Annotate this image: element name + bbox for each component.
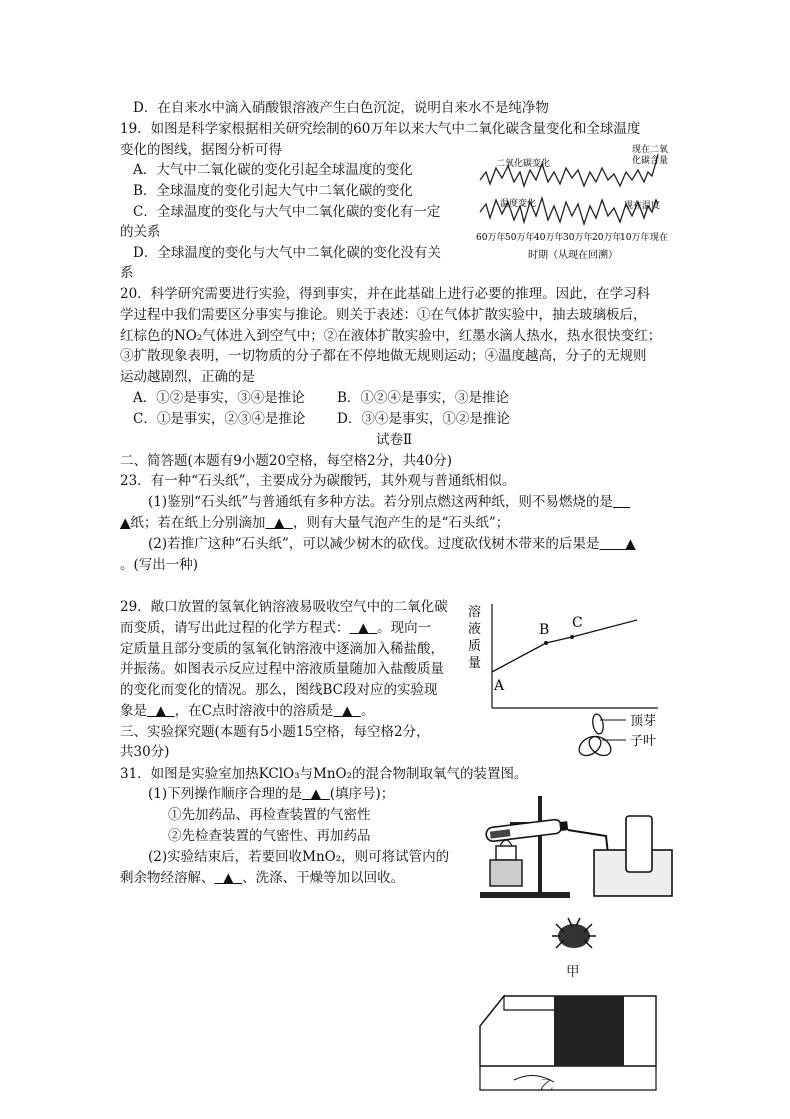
q29-text: ，在C点时溶液中的溶质是 [174, 703, 334, 719]
answer-marker: ▲ [223, 870, 234, 886]
dark-half [554, 996, 624, 1066]
q20-stem-line5: 运动越剧烈，正确的是 [120, 369, 255, 385]
box-base [480, 1066, 656, 1090]
q20-option-a: A．①②是事实，③④是推论 [133, 390, 305, 406]
temperature-change-label: 温度变化 [500, 199, 537, 209]
q29-line2 [120, 618, 431, 638]
answer-blank[interactable] [599, 536, 635, 552]
alcohol-lamp-body [490, 860, 522, 886]
q23-part1-text: 纸；若在纸上分别滴加 [130, 515, 266, 531]
alcohol-lamp-top [496, 846, 516, 860]
q19-option-d-line2: 系 [120, 265, 134, 281]
q20-stem-line1: 20．科学研究需要进行实验，得到事实，并在此基础上进行必要的推理。因此，在学习科 [120, 286, 651, 302]
q20-option-d: D．③④是事实，①②是推论 [337, 411, 510, 427]
y-axis-label-char: 溶 [468, 605, 482, 620]
q29-line4: 并振荡。如图表示反应过程中溶液质量随加入盐酸质量 [120, 661, 444, 677]
q19-stem-line2: 变化的图线，据图分析可得 [120, 142, 282, 158]
q31-part2-line1: (2)实验结束后，若要回收MnO₂，则可将试管内的 [148, 849, 450, 865]
section2-heading: 二、简答题(本题有9小题20空格，每空格2分，共40分) [120, 453, 453, 469]
q29-text: 而变质，请写出此过程的化学方程式： [120, 620, 350, 636]
tick-label: 现在 [650, 233, 669, 243]
tick-label: 50万年 [505, 233, 535, 243]
current-co2-label-1: 现在二氧 [632, 145, 669, 155]
solution-mass-graph [462, 600, 662, 712]
answer-blank[interactable] [613, 494, 630, 510]
q29-line5: 的变化而变化的情况。那么，图线BC段对应的实验现 [120, 682, 438, 698]
figure-jia-insect [544, 910, 604, 970]
answer-marker: ▲ [273, 515, 285, 531]
answer-marker: ▲ [358, 620, 369, 636]
answer-marker: ▲ [155, 703, 166, 719]
q19-option-d-line1: D．全球温度的变化与大气中二氧化碳的变化没有关 [133, 245, 441, 261]
answer-blank[interactable] [302, 786, 330, 802]
answer-blank[interactable] [215, 870, 243, 886]
q31-stem: 31．如图是实验室加热KClO₃与MnO₂的混合物制取氧气的装置图。 [120, 766, 528, 782]
point-b-label: B [539, 622, 550, 638]
test-tube [485, 818, 568, 842]
terminal-bud-label: 顶芽 [630, 714, 657, 729]
q31-text: 、洗涤、干燥等加以回收。 [242, 870, 405, 886]
insect-body-icon [558, 924, 590, 948]
q23-part2-line1 [148, 534, 636, 554]
q20-option-c: C．①是事实，②③④是推论 [133, 411, 306, 427]
cotyledon-label: 子叶 [630, 734, 657, 749]
y-axis-label-char: 质 [468, 639, 482, 654]
tick-label: 20万年 [592, 233, 622, 243]
paper2-title: 试卷Ⅱ [376, 432, 413, 448]
q23-part1-line2 [120, 513, 509, 533]
co2-temperature-chart [472, 142, 674, 264]
gas-collecting-bottle [626, 816, 652, 872]
q29-line6 [120, 701, 375, 721]
tick-label: 10万年 [620, 233, 650, 243]
q23-part2-text: (2)若推广这种“石头纸”，可以减少树木的砍伐。过度砍伐树木带来的后果是 [148, 536, 600, 552]
answer-marker: ▲ [342, 703, 353, 719]
q31-text: (1)下列操作顺序合理的是 [148, 786, 303, 802]
oxygen-preparation-apparatus [476, 790, 676, 902]
co2-change-label: 二氧化碳变化 [496, 159, 551, 169]
figure-jia-label: 甲 [566, 964, 580, 980]
q20-stem-line2: 学过程中我们需要区分事实与推论。则关于表述：①在气体扩散实验中，抽去玻璃板后， [120, 307, 647, 323]
section3-heading-line1: 三、实验探究题(本题有5小题15空格，每空格2分， [120, 724, 430, 740]
stand-base [480, 892, 570, 898]
figure-yi-box [474, 990, 674, 1094]
answer-blank[interactable] [147, 703, 175, 719]
point-c-label: C [572, 615, 583, 631]
q23-part1-text: (1)鉴别“石头纸”与普通纸有多种方法。若分别点燃这两种纸，则不易燃烧的是 [148, 494, 613, 510]
answer-blank[interactable]: ▲ [120, 515, 131, 531]
answer-blank[interactable] [333, 703, 361, 719]
q31-option-1: ①先加药品、再检查装置的气密性 [168, 807, 371, 823]
q20-option-b: B．①②④是事实，③是推论 [337, 390, 509, 406]
mass-curve [492, 620, 637, 672]
terminal-bud-icon [591, 713, 604, 734]
q23-part1-line1 [148, 492, 630, 512]
q31-part2-line2 [120, 868, 404, 888]
point-c-marker [570, 635, 574, 639]
q19-option-b: B．全球温度的变化引起大气中二氧化碳的变化 [133, 183, 413, 199]
answer-marker: ▲ [310, 786, 322, 802]
q20-stem-line3: 红棕色的NO₂气体进入到空气中；②在液体扩散实验中，红墨水滴人热水，热水很快变红； [120, 328, 662, 344]
point-a-label: A [494, 678, 505, 694]
section3-heading-line2: 共30分) [120, 744, 170, 760]
q31-part1 [148, 784, 394, 804]
q31-text: (填序号)； [329, 786, 395, 802]
q19-stem-line1: 19．如图是科学家根据相关研究绘制的60万年以来大气中二氧化碳含量变化和全球温度 [120, 121, 641, 137]
q29-line1: 29．敞口放置的氢氧化钠溶液易吸收空气中的二氧化碳 [120, 599, 448, 615]
answer-blank[interactable] [350, 620, 378, 636]
q29-line3: 定质量且部分变质的氢氧化钠溶液中逐滴加入稀盐酸， [120, 641, 444, 657]
q31-text: 剩余物经溶解、 [120, 870, 215, 886]
point-b-marker [544, 641, 548, 645]
chart-x-axis-title: 时期（从现在回溯） [528, 250, 618, 261]
q29-text: 象是 [120, 703, 147, 719]
q19-option-a: A．大气中二氧化碳的变化引起全球温度的变化 [133, 162, 413, 178]
tick-label: 60万年 [476, 233, 506, 243]
current-temp-label: 现在温度 [624, 201, 661, 211]
q18-option-d: D．在自来水中滴入硝酸银溶液产生白色沉淀，说明自来水不是纯净物 [133, 100, 549, 116]
seed-germination-figure [572, 710, 672, 766]
q23-part2-line2: 。(写出一种) [120, 557, 199, 573]
q19-option-c-line2: 的关系 [120, 224, 161, 240]
figure-yi-label: 乙 [540, 1078, 554, 1094]
q20-stem-line4: ③扩散现象表明，一切物质的分子都在不停地做无规则运动；④温度越高，分子的无规则 [120, 348, 647, 364]
q23-part1-text: ，则有大量气泡产生的是“石头纸”； [292, 515, 510, 531]
q23-stem: 23．有一种“石头纸”，主要成分为碳酸钙，其外观与普通纸相似。 [120, 473, 516, 489]
q31-option-2: ②先检查装置的气密性、再加药品 [168, 828, 371, 844]
q29-text: 。现向一 [377, 620, 432, 636]
y-axis-label-char: 量 [468, 656, 482, 671]
y-axis-label-char: 液 [468, 622, 482, 637]
q19-option-c-line1: C．全球温度的变化与大气中二氧化碳的变化有一定 [133, 204, 441, 220]
q29-text: 。 [361, 703, 375, 719]
current-co2-label-2: 化碳含量 [632, 156, 669, 166]
tick-label: 40万年 [534, 233, 564, 243]
tick-label: 30万年 [563, 233, 593, 243]
stand-rod [538, 796, 542, 894]
answer-marker: ▲ [625, 536, 636, 552]
answer-blank[interactable] [265, 515, 293, 531]
